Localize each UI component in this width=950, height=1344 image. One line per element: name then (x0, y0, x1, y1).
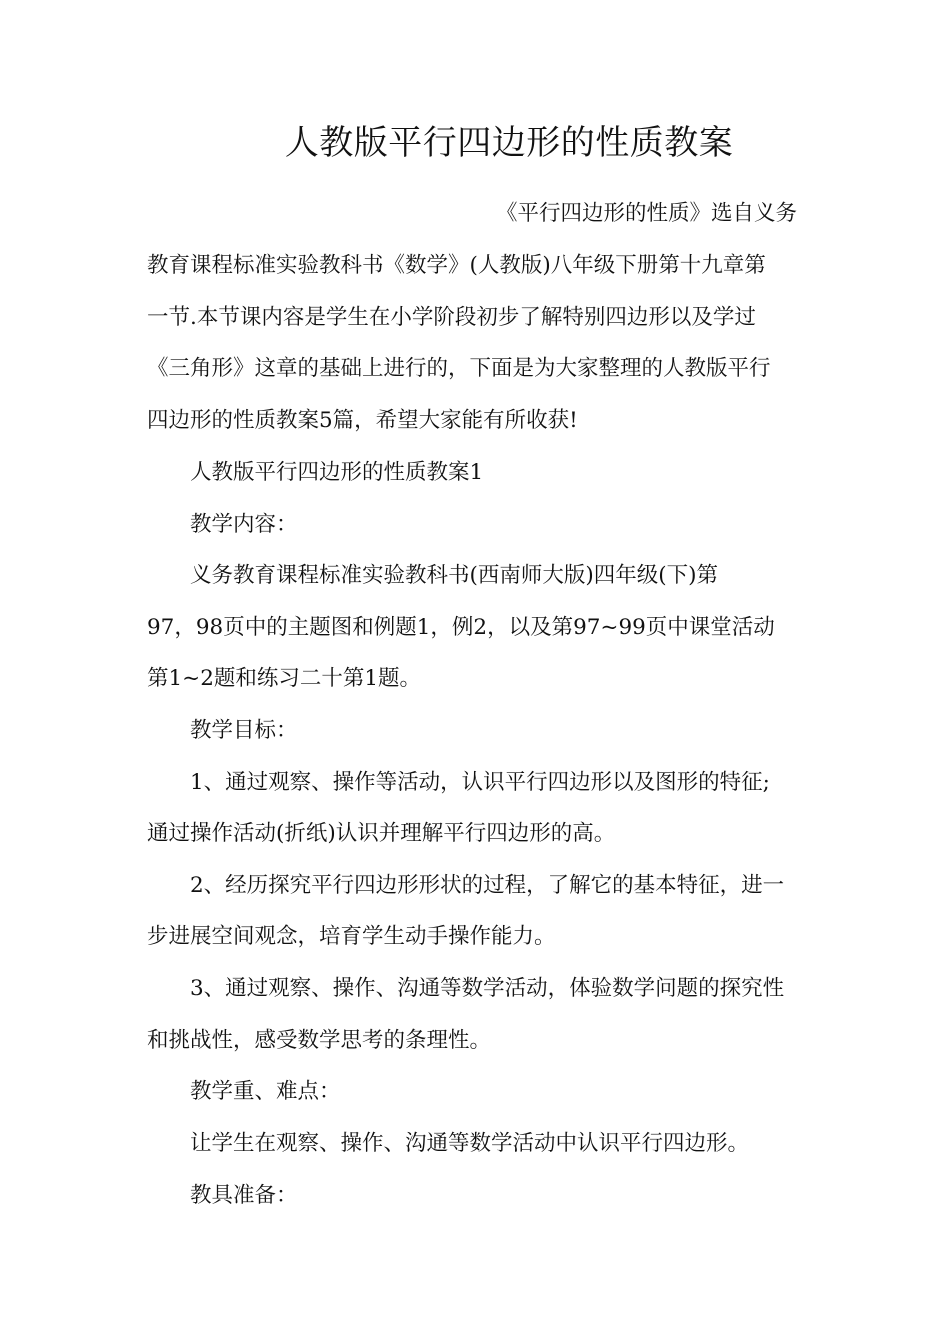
section-heading-lesson-1: 人教版平行四边形的性质教案1 (190, 460, 484, 485)
goal-2-line-1: 2、经历探究平行四边形形状的过程，了解它的基本特征，进一 (190, 873, 785, 898)
goal-1-line-2: 通过操作活动(折纸)认识并理解平行四边形的高。 (147, 821, 616, 846)
heading-key-difficult-points: 教学重、难点： (190, 1079, 341, 1104)
intro-line-3: 一节.本节课内容是学生在小学阶段初步了解特别四边形以及学过 (147, 305, 756, 330)
heading-teaching-goals: 教学目标： (190, 718, 298, 743)
intro-line-2: 教育课程标准实验教科书《数学》(人教版)八年级下册第十九章第 (147, 253, 766, 278)
document-title: 人教版平行四边形的性质教案 (284, 123, 734, 163)
intro-line-4: 《三角形》这章的基础上进行的，下面是为大家整理的人教版平行 (147, 356, 771, 381)
goal-3-line-1: 3、通过观察、操作、沟通等数学活动，体验数学问题的探究性 (190, 976, 785, 1001)
intro-line-5: 四边形的性质教案5篇，希望大家能有所收获! (147, 408, 578, 433)
key-points-line: 让学生在观察、操作、沟通等数学活动中认识平行四边形。 (190, 1131, 750, 1156)
heading-teaching-content: 教学内容： (190, 512, 298, 537)
goal-2-line-2: 步进展空间观念，培育学生动手操作能力。 (147, 924, 556, 949)
heading-teaching-aids: 教具准备： (190, 1183, 298, 1208)
content-line-1: 义务教育课程标准实验教科书(西南师大版)四年级(下)第 (190, 563, 719, 588)
goal-3-line-2: 和挑战性，感受数学思考的条理性。 (147, 1028, 492, 1053)
intro-line-1: 《平行四边形的性质》选自义务 (496, 201, 798, 226)
content-line-2: 97，98页中的主题图和例题1，例2，以及第97~99页中课堂活动 (147, 615, 775, 640)
content-line-3: 第1~2题和练习二十第1题。 (147, 666, 422, 691)
goal-1-line-1: 1、通过观察、操作等活动，认识平行四边形以及图形的特征; (190, 770, 770, 795)
